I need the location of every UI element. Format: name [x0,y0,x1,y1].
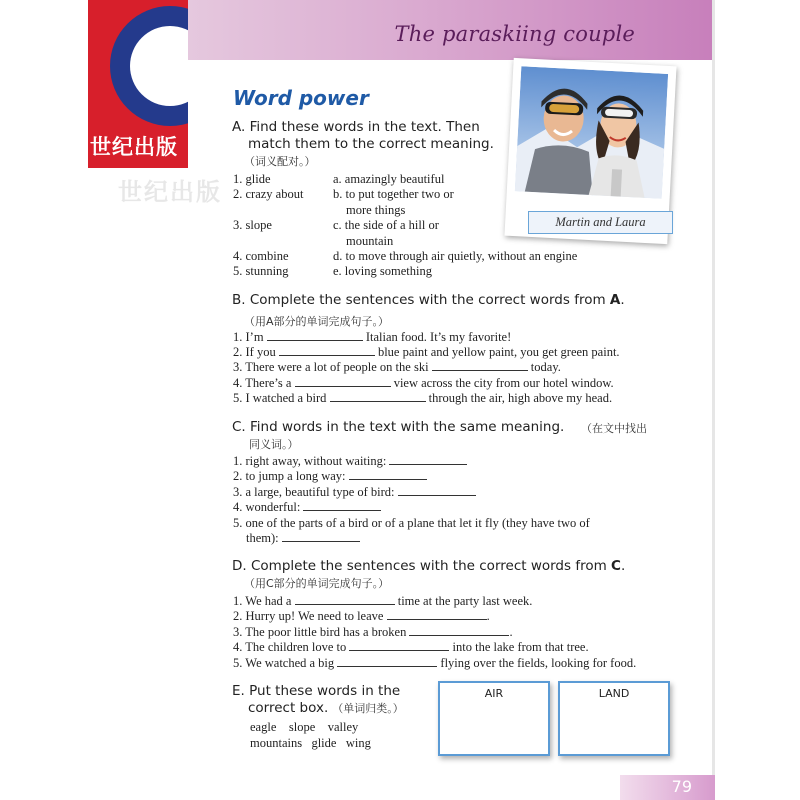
d-item-3: 3. The poor little bird has a broken . [233,625,513,639]
section-d-cn: （用C部分的单词完成句子。） [244,577,390,590]
b-item-5: 5. I watched a bird through the air, high above my head. [233,391,613,405]
a-right-b2: more things [346,203,406,217]
a-left-5: 5. stunning [233,264,289,278]
answer-blank[interactable] [432,360,528,371]
photo-caption: Martin and Laura [528,211,673,234]
page-number: 79 [671,777,692,796]
c-item-5-cont: them): [246,531,360,546]
c-item-4: 4. wonderful: [233,500,381,515]
a-right-d: d. to move through air quietly, without an engine [333,249,578,263]
section-d-title [232,558,625,575]
answer-blank[interactable] [387,609,487,620]
answer-blank[interactable] [337,656,437,667]
c-item-3: 3. a large, beautiful type of bird: [233,485,476,500]
c-item-1: 1. right away, without waiting: [233,454,467,469]
b-item-3: 3. There were a lot of people on the ski today. [233,360,561,374]
answer-blank[interactable] [409,625,509,636]
section-d-title-text: D. Complete the sentences with the correct words from [232,558,612,574]
section-e-cn: （单词归类。） [332,702,404,715]
section-a-cn: （词义配对。） [244,155,316,168]
d-item-1: 1. We had a time at the party last week. [233,594,533,608]
answer-blank[interactable] [349,469,427,480]
c-item-5: 5. one of the parts of a bird or of a plane that let it fly (they have two of [233,516,590,530]
section-heading: Word power [233,86,369,110]
b-item-2: 2. If you blue paint and yellow paint, you get green paint. [233,345,620,359]
d-item-5: 5. We watched a big flying over the fields, looking for food. [233,656,637,670]
c-item-2: 2. to jump a long way: [233,469,427,484]
section-b-title-text: B. Complete the sentences with the correct words from [232,292,610,308]
section-c-cn2: 同义词。） [249,438,299,451]
a-right-c2: mountain [346,234,394,248]
section-a-title [232,119,494,153]
a-left-3: 3. slope [233,218,272,232]
watermark: 世纪出版 [118,178,222,206]
b-item-1: 1. I’m Italian food. It’s my favorite! [233,330,512,344]
section-e-title-line1: E. Put these words in the [232,683,401,699]
answer-blank[interactable] [295,376,391,387]
answer-blank[interactable] [279,345,375,356]
air-box[interactable] [438,681,550,756]
section-e-title [232,683,404,717]
logo-text: 世纪出版 [90,135,178,159]
section-d-title-ref: C [611,558,621,574]
a-right-b: b. to put together two or [333,187,454,201]
a-right-a: a. amazingly beautiful [333,172,445,186]
e-words-1: eagle slope valley [250,720,359,734]
answer-blank[interactable] [282,531,360,542]
section-a-title-line2: match them to the correct meaning. [248,136,494,152]
d-item-4: 4. The children love to into the lake from that tree. [233,640,589,654]
answer-blank[interactable] [398,485,476,496]
air-box-label: AIR [484,687,504,700]
answer-blank[interactable] [349,640,449,651]
a-left-4: 4. combine [233,249,289,263]
a-right-c: c. the side of a hill or [333,218,439,232]
b-item-4: 4. There’s a view across the city from our hotel window. [233,376,614,390]
section-e-title-line2: correct box. （单词归类。） [248,700,404,716]
a-left-2: 2. crazy about [233,187,304,201]
section-a-title-line1: A. Find these words in the text. Then [232,119,480,135]
land-box-label: LAND [598,687,630,700]
section-c-cn1: （在文中找出 [581,422,647,435]
section-b-title-ref: A [609,292,621,308]
answer-blank[interactable] [389,454,467,465]
section-d-title-end: . [620,558,626,574]
page-edge [712,0,715,800]
section-b-title-end: . [620,292,625,308]
answer-blank[interactable] [303,500,381,511]
answer-blank[interactable] [295,594,395,605]
answer-blank[interactable] [267,330,363,341]
d-item-2: 2. Hurry up! We need to leave . [233,609,490,623]
publisher-logo [88,0,188,168]
section-b-cn: （用A部分的单词完成句子。） [244,315,390,328]
section-b-title [232,292,625,309]
section-c-title-text: C. Find words in the text with the same meaning. [232,419,565,435]
couple-photo [515,66,668,199]
a-right-e: e. loving something [333,264,432,278]
header-title: The paraskiing couple [394,22,635,46]
land-box[interactable] [558,681,670,756]
a-left-1: 1. glide [233,172,271,186]
section-c-title [232,419,564,436]
answer-blank[interactable] [330,391,426,402]
page-number-band [620,775,715,800]
e-words-2: mountains glide wing [250,736,371,750]
